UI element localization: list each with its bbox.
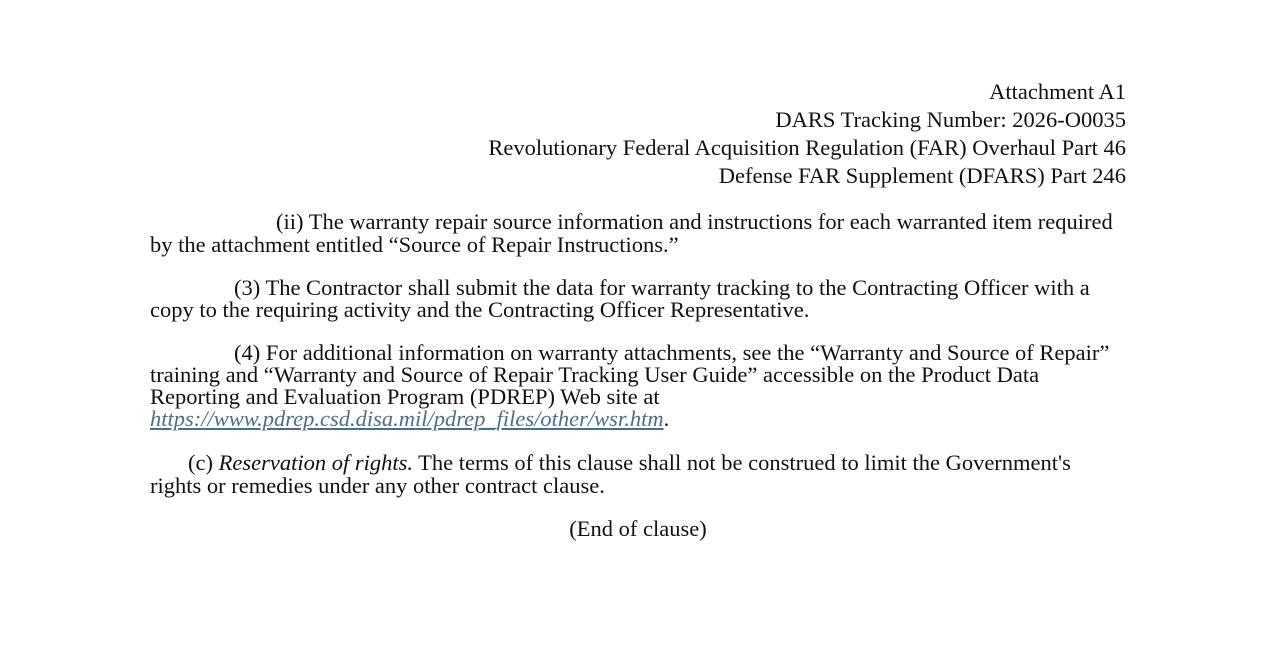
end-of-clause: (End of clause): [569, 516, 707, 541]
attachment-label: Attachment A1: [989, 79, 1126, 104]
paragraph-3: (3) The Contractor shall submit the data for warranty tracking to the Contracting Officer with a copy to the requiring activity and the Contracting Officer Representative.: [150, 275, 1090, 322]
document-page: [150, 78, 1126, 540]
paragraph-4: [150, 342, 1126, 430]
wsr-link[interactable]: https://www.pdrep.csd.disa.mil/pdrep_files/other/wsr.htm: [150, 406, 664, 431]
paragraph-4-end: .: [663, 406, 670, 431]
paragraph-ii: (ii) The warranty repair source information and instructions for each warranted item required by the attachment entitled “Source of Repair Instructions.”: [150, 209, 1113, 257]
paragraph-4-text: (4) For additional information on warranty attachments, see the “Warranty and Source of Repair” training and “Warranty and Source of Repair Tracking User Guide” accessible on the Product Data Reporting and Evaluation Program (PDREP) Web site at: [150, 340, 1110, 409]
paragraph-c: [150, 451, 1126, 497]
paragraph-c-text: The terms of this clause shall not be construed to limit the Government's rights or remedies under any other contract clause.: [150, 450, 1071, 498]
paragraph-c-label: (c): [188, 450, 219, 475]
paragraph-c-title: Reservation of rights.: [218, 450, 413, 475]
tracking-number: DARS Tracking Number: 2026-O0035: [775, 107, 1126, 132]
regulation-title: Revolutionary Federal Acquisition Regulation (FAR) Overhaul Part 46: [488, 135, 1126, 160]
supplement-title: Defense FAR Supplement (DFARS) Part 246: [718, 163, 1126, 188]
document-header: [150, 78, 1126, 190]
